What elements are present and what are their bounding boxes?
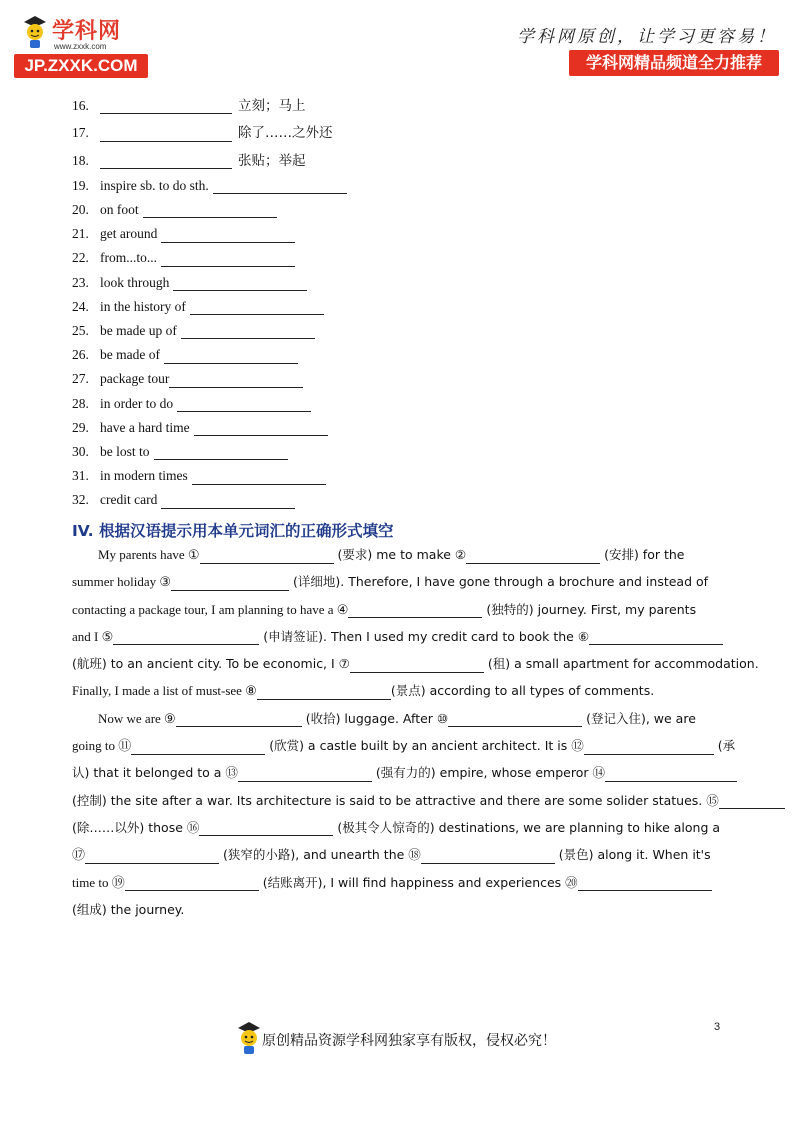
passage-text: My parents have ① (72, 547, 200, 562)
passage-text: (极其令人惊奇的) destinations, we are planning to hike along a (333, 819, 721, 835)
answer-blank[interactable] (169, 373, 303, 388)
passage-text: (景色) along it. When it's (554, 847, 711, 863)
passage-line (72, 787, 724, 814)
answer-blank[interactable] (100, 127, 232, 142)
site-logo[interactable] (20, 14, 140, 54)
answer-blank[interactable] (213, 179, 347, 194)
item-number: 22. (72, 250, 89, 266)
answer-blank[interactable] (181, 324, 315, 339)
item-number: 17. (72, 125, 89, 141)
vocab-row (72, 198, 732, 222)
passage-line (72, 568, 724, 595)
answer-blank[interactable] (448, 712, 582, 727)
item-number: 21. (72, 226, 89, 242)
answer-blank[interactable] (125, 876, 259, 891)
answer-blank[interactable] (719, 794, 785, 809)
answer-blank[interactable] (131, 740, 265, 755)
vocab-row (72, 319, 732, 343)
vocab-row (72, 464, 732, 488)
passage-text: (除……以外) those ⑯ (72, 819, 200, 835)
passage-line (72, 732, 736, 759)
answer-blank[interactable] (100, 99, 232, 114)
copyright-notice: 原创精品资源学科网独家享有版权，侵权必究！ (262, 1033, 556, 1049)
item-number: 29. (72, 419, 89, 435)
passage-text: Finally, I made a list of must-see ⑧ (72, 683, 257, 699)
item-phrase: be lost to (100, 443, 150, 459)
item-phrase: package tour (100, 371, 170, 387)
passage-text: (强有力的) empire, whose emperor ⑭ (371, 765, 605, 781)
passage-text: and I ⑤ (72, 628, 114, 644)
brand-badge[interactable]: JP.ZXXK.COM (14, 54, 148, 78)
answer-blank[interactable] (200, 549, 334, 564)
vocab-row (72, 92, 732, 119)
slogan: 学科网原创，让学习更容易！ (517, 27, 777, 47)
passage-text: (收拾) luggage. After ⑩ (301, 710, 449, 726)
answer-blank[interactable] (161, 252, 295, 267)
item-number: 28. (72, 395, 89, 411)
mascot-icon (20, 14, 50, 50)
item-phrase: credit card (100, 492, 158, 508)
passage-text: (详细地). Therefore, I have gone through a brochure and instead of (289, 574, 709, 590)
passage-text: (承 (713, 738, 736, 754)
passage-text: (景点) according to all types of comments. (390, 683, 655, 699)
passage-line (72, 596, 724, 623)
vocab-row (72, 440, 732, 464)
passage-line (72, 623, 724, 650)
item-phrase: be made of (100, 347, 160, 363)
answer-blank[interactable] (192, 470, 326, 485)
logo-url: www.zxxk.com (54, 42, 107, 51)
vocab-row (72, 488, 732, 512)
cloze-passage (72, 541, 759, 923)
item-number: 26. (72, 347, 89, 363)
item-meaning: 除了……之外还 (238, 125, 333, 142)
answer-blank[interactable] (466, 549, 600, 564)
answer-blank[interactable] (171, 576, 289, 591)
passage-text: (结账离开), I will find happiness and experiences ⑳ (258, 874, 578, 890)
answer-blank[interactable] (605, 767, 737, 782)
item-number: 18. (72, 152, 89, 168)
passage-line (72, 841, 724, 868)
answer-blank[interactable] (199, 821, 333, 836)
answer-blank[interactable] (584, 740, 714, 755)
vocab-row (72, 147, 732, 174)
item-meaning: 张贴；举起 (238, 152, 306, 169)
vocab-row (72, 174, 732, 198)
vocab-row (72, 295, 732, 319)
answer-blank[interactable] (589, 630, 723, 645)
item-number: 32. (72, 492, 89, 508)
passage-text: summer holiday ③ (72, 574, 172, 590)
recommend-badge: 学科网精品频道全力推荐 (569, 50, 779, 76)
item-number: 16. (72, 98, 89, 113)
item-number: 27. (72, 371, 89, 387)
passage-text: (安排) for the (600, 547, 685, 562)
answer-blank[interactable] (348, 603, 482, 618)
passage-text: (登记入住), we are (582, 710, 696, 726)
item-number: 19. (72, 177, 89, 193)
passage-text: (申请签证). Then I used my credit card to book the ⑥ (259, 628, 590, 644)
answer-blank[interactable] (257, 685, 391, 700)
item-phrase: in order to do (100, 395, 174, 411)
item-number: 24. (72, 298, 89, 314)
vocab-row (72, 367, 732, 391)
answer-blank[interactable] (173, 276, 307, 291)
answer-blank[interactable] (154, 445, 288, 460)
item-phrase: in the history of (100, 298, 186, 314)
answer-blank[interactable] (85, 849, 219, 864)
answer-blank[interactable] (161, 228, 295, 243)
passage-line (72, 759, 724, 786)
item-number: 31. (72, 468, 89, 484)
passage-text: going to ⑪ (72, 738, 132, 754)
passage-text: (组成) the journey. (72, 901, 185, 917)
passage-text: (欣赏) a castle built by an ancient architect. It is ⑫ (265, 738, 584, 754)
passage-text: (独特的) journey. First, my parents (482, 601, 697, 617)
vocab-row (72, 246, 732, 270)
passage-line (72, 541, 724, 568)
page-header (0, 0, 793, 90)
passage-text: (要求) me to make ② (333, 547, 467, 562)
item-number: 30. (72, 443, 89, 459)
answer-blank[interactable] (100, 154, 232, 169)
answer-blank[interactable] (113, 630, 259, 645)
answer-blank[interactable] (194, 421, 328, 436)
item-phrase: have a hard time (100, 419, 190, 435)
passage-line (72, 869, 724, 896)
passage-line (72, 650, 759, 677)
passage-text: (租) a small apartment for accommodation. (483, 656, 759, 672)
answer-blank[interactable] (350, 658, 484, 673)
passage-line (72, 677, 724, 704)
passage-text: ⑰ (72, 847, 86, 863)
answer-blank[interactable] (238, 767, 372, 782)
item-phrase: be made up of (100, 323, 177, 339)
answer-blank[interactable] (143, 203, 277, 218)
item-phrase: from...to... (100, 250, 157, 266)
passage-text: (控制) the site after a war. Its architecture is said to be attractive and there are some solider statues. ⑮ (72, 792, 719, 808)
passage-text: Now we are ⑨ (72, 710, 176, 726)
answer-blank[interactable] (177, 397, 311, 412)
answer-blank[interactable] (421, 849, 555, 864)
vocab-row (72, 416, 732, 440)
answer-blank[interactable] (176, 712, 302, 727)
item-phrase: get around (100, 226, 158, 242)
vocab-row (72, 119, 732, 146)
passage-line (72, 705, 724, 732)
answer-blank[interactable] (161, 494, 295, 509)
section-title: IV. 根据汉语提示用本单元词汇的正确形式填空 (72, 522, 394, 540)
item-number: 25. (72, 323, 89, 339)
answer-blank[interactable] (190, 300, 324, 315)
answer-blank[interactable] (164, 349, 298, 364)
passage-text: time to ⑲ (72, 874, 125, 890)
vocab-list (72, 92, 732, 513)
item-number: 20. (72, 202, 89, 218)
item-phrase: on foot (100, 202, 139, 218)
page-number: 3 (714, 1021, 721, 1033)
item-phrase: look through (100, 274, 170, 290)
vocab-row (72, 271, 732, 295)
answer-blank[interactable] (578, 876, 712, 891)
passage-text: (航班) to an ancient city. To be economic, I ⑦ (72, 656, 350, 672)
vocab-row (72, 392, 732, 416)
item-phrase: in modern times (100, 468, 188, 484)
page-footer (234, 1020, 564, 1056)
vocab-row (72, 343, 732, 367)
passage-text: (狭窄的小路), and unearth the ⑱ (219, 847, 421, 863)
item-number: 23. (72, 274, 89, 290)
item-phrase: inspire sb. to do sth. (100, 177, 209, 193)
vocab-row (72, 222, 732, 246)
mascot-icon (234, 1020, 264, 1056)
logo-text: 学科网 (52, 19, 122, 44)
passage-text: contacting a package tour, I am planning to have a ④ (72, 601, 349, 617)
item-meaning: 立刻；马上 (238, 98, 306, 114)
passage-line (72, 814, 724, 841)
passage-text: 认) that it belonged to a ⑬ (72, 765, 238, 781)
passage-line (72, 896, 724, 923)
